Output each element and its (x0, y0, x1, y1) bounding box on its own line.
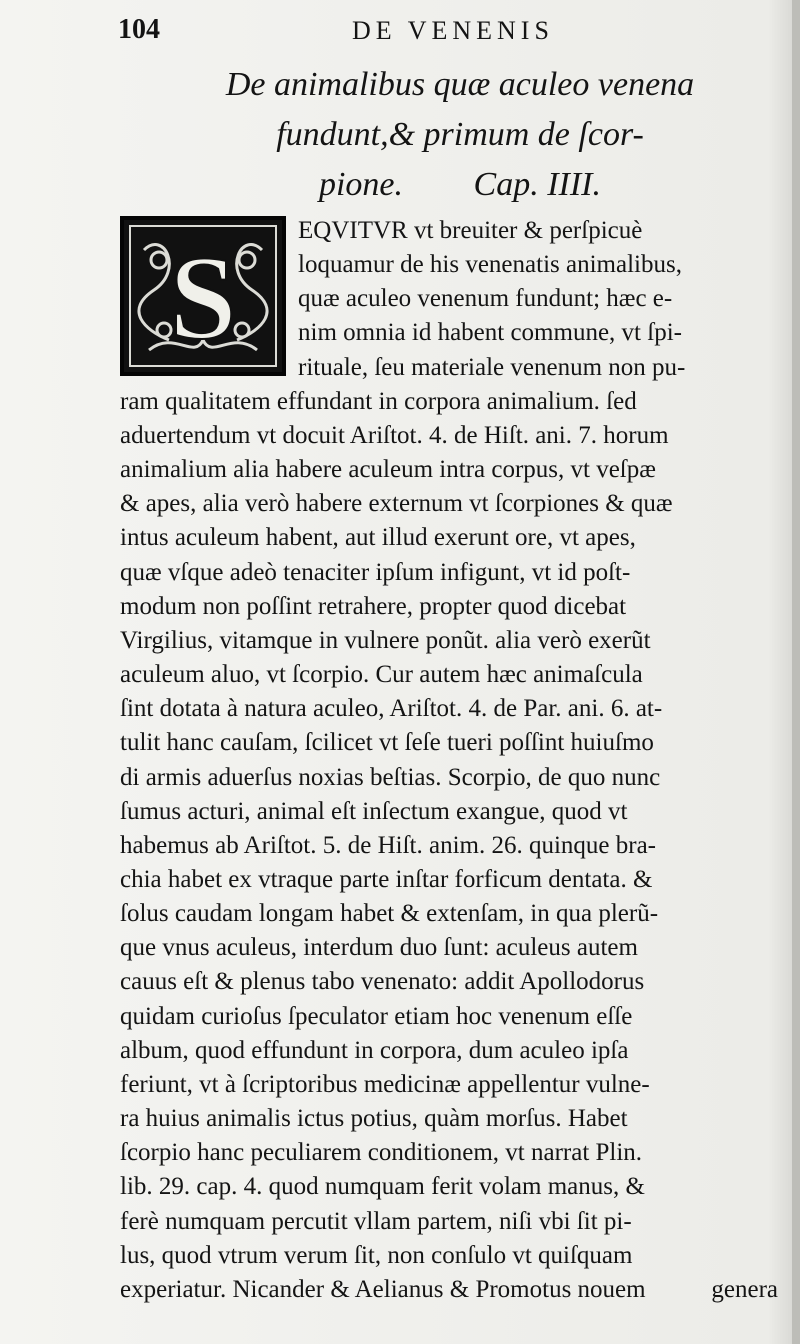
body-line: rituale, ſeu materiale venenum non pu- (298, 353, 686, 381)
body-line: ſcorpio hanc peculiarem conditionem, vt narrat Plin. (120, 1139, 643, 1167)
body-line: nim omnia id habent commune, vt ſpi- (298, 319, 682, 347)
body-line: ram qualitatem effundant in corpora animalium. ſed (120, 387, 637, 415)
body-line: & apes, alia verò habere externum vt ſcorpiones & quæ (120, 490, 673, 518)
body-line: animalium alia habere aculeum intra corpus, vt veſpæ (120, 456, 656, 484)
chapter-title-end: pione. (318, 166, 404, 203)
body-line: intus aculeum habent, aut illud exerunt ore, vt apes, (120, 524, 636, 552)
body-line: lus, quod vtrum verum ſit, non conſulo vt quiſquam (120, 1241, 633, 1269)
body-line: aculeum aluo, vt ſcorpio. Cur autem hæc animaſcula (120, 661, 643, 689)
body-line: album, quod effundunt in corpora, dum aculeo ipſa (120, 1036, 629, 1064)
body-line: loquamur de his venenatis animalibus, (298, 251, 682, 279)
running-title: DE VENENIS (352, 16, 554, 45)
body-line: Virgilius, vitamque in vulnere ponũt. alia verò exerũt (120, 626, 651, 654)
body-line: EQVITVR vt breuiter & perſpicuè (298, 217, 643, 244)
body-line: ſint dotata à natura aculeo, Ariſtot. 4. de Par. ani. 6. at- (120, 695, 663, 723)
body-line: quæ vſque adeò tenaciter ipſum infigunt, vt id poſt- (120, 558, 631, 586)
body-line: di armis aduerſus noxias beſtias. Scorpio, de quo nunc (120, 763, 661, 791)
body-line: ſumus acturi, animal eſt inſectum exangue, quod vt (120, 797, 628, 825)
body-line: ra huius animalis ictus potius, quàm morſus. Habet (120, 1105, 628, 1133)
body-text (120, 214, 790, 1307)
body-line: experiatur. Nicander & Aelianus & Promotus nouem (120, 1275, 646, 1303)
page-edge (792, 0, 800, 1344)
body-line: chia habet ex vtraque parte inſtar forficum dentata. & (120, 865, 653, 893)
page-header (0, 12, 800, 52)
chapter-title-line-2: fundunt,& primum de ſcor- (276, 116, 644, 153)
body-line: habemus ab Ariſtot. 5. de Hiſt. anim. 26. quinque bra- (120, 831, 657, 859)
body-line: que vnus aculeus, interdum duo ſunt: aculeus autem (120, 934, 638, 962)
body-line: tulit hanc cauſam, ſcilicet vt ſeſe tueri poſſint huiuſmo (120, 729, 654, 757)
chapter-title-line-3 (140, 160, 780, 210)
initial-letter: S (169, 231, 237, 364)
chapter-title (140, 60, 780, 210)
body-line: modum non poſſint retrahere, propter quod dicebat (120, 592, 627, 620)
body-line: quæ aculeo venenum fundunt; hæc e- (298, 285, 673, 313)
body-line: cauus eſt & plenus tabo venenato: addit Apollodorus (120, 968, 645, 996)
body-line: lib. 29. cap. 4. quod numquam ferit volam manus, & (120, 1173, 645, 1201)
page-number: 104 (118, 14, 160, 45)
body-line: ferè numquam percutit vllam partem, niſi vbi ſit pi- (120, 1207, 632, 1235)
chapter-label: Cap. IIII. (473, 166, 601, 203)
body-line: aduertendum vt docuit Ariſtot. 4. de Hiſt. ani. 7. horum (120, 421, 669, 449)
chapter-title-line-1: De animalibus quæ aculeo venena (225, 66, 695, 103)
catchword: genera (711, 1276, 778, 1303)
body-line: feriunt, vt à ſcriptoribus medicinæ appellentur vulne- (120, 1070, 650, 1098)
body-line: ſolus caudam longam habet & extenſam, in qua plerũ- (120, 900, 659, 928)
body-line: quidam curioſus ſpeculator etiam hoc venenum eſſe (120, 1002, 633, 1030)
